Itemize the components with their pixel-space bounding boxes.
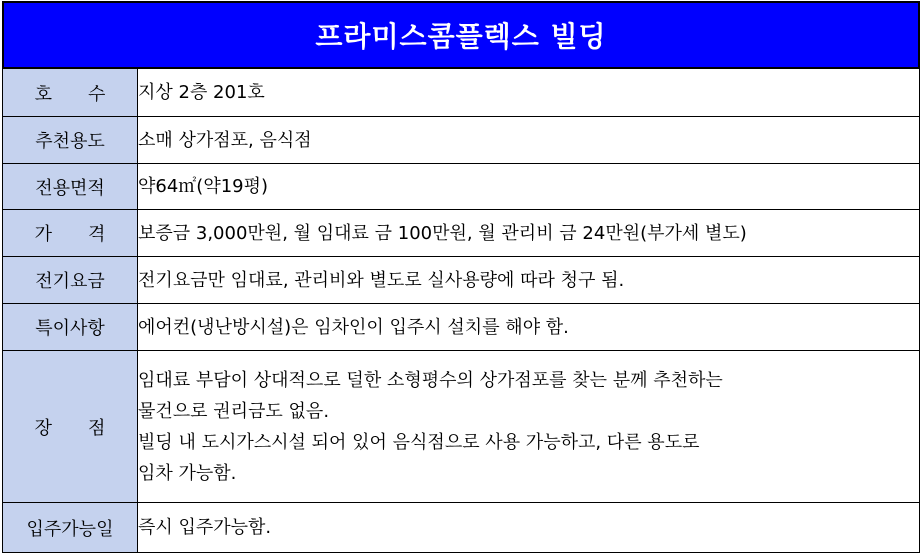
advantages-line: 임대료 부담이 상대적으로 덜한 소형평수의 상가점포를 찾는 분께 추천하는 [138, 369, 723, 391]
table-row [3, 257, 920, 304]
advantages-line: 빌딩 내 도시가스시설 되어 있어 음식점으로 사용 가능하고, 다른 용도로 [138, 431, 700, 453]
table-row [3, 351, 920, 503]
electricity-label: 전기요금 [3, 257, 138, 304]
area-value: 약64㎡(약19평) [138, 164, 920, 210]
table-row [3, 304, 920, 351]
price-label: 가 격 [3, 210, 138, 257]
advantages-value [138, 351, 920, 503]
unit-label: 호 수 [3, 69, 138, 117]
electricity-value: 전기요금만 임대료, 관리비와 별도로 실사용량에 따라 청구 됨. [138, 257, 920, 304]
area-label: 전용면적 [3, 164, 138, 210]
table-row [3, 117, 920, 164]
unit-value: 지상 2층 201호 [138, 69, 920, 117]
advantages-label: 장 점 [3, 351, 138, 503]
table-row [3, 164, 920, 210]
listing-table [2, 68, 920, 553]
table-row [3, 503, 920, 553]
notes-value: 에어컨(냉난방시설)은 임차인이 입주시 설치를 해야 함. [138, 304, 920, 351]
advantages-line: 임차 가능함. [138, 462, 237, 484]
notes-label: 특이사항 [3, 304, 138, 351]
move-in-label: 입주가능일 [3, 503, 138, 553]
recommended-use-value: 소매 상가점포, 음식점 [138, 117, 920, 164]
building-title: 프라미스콤플렉스 빌딩 [2, 1, 920, 69]
table-row [3, 69, 920, 117]
recommended-use-label: 추천용도 [3, 117, 138, 164]
move-in-value: 즉시 입주가능함. [138, 503, 920, 553]
advantages-line: 물건으로 권리금도 없음. [138, 400, 330, 422]
price-value: 보증금 3,000만원, 월 임대료 금 100만원, 월 관리비 금 24만원(부가세 별도) [138, 210, 920, 257]
table-row [3, 210, 920, 257]
